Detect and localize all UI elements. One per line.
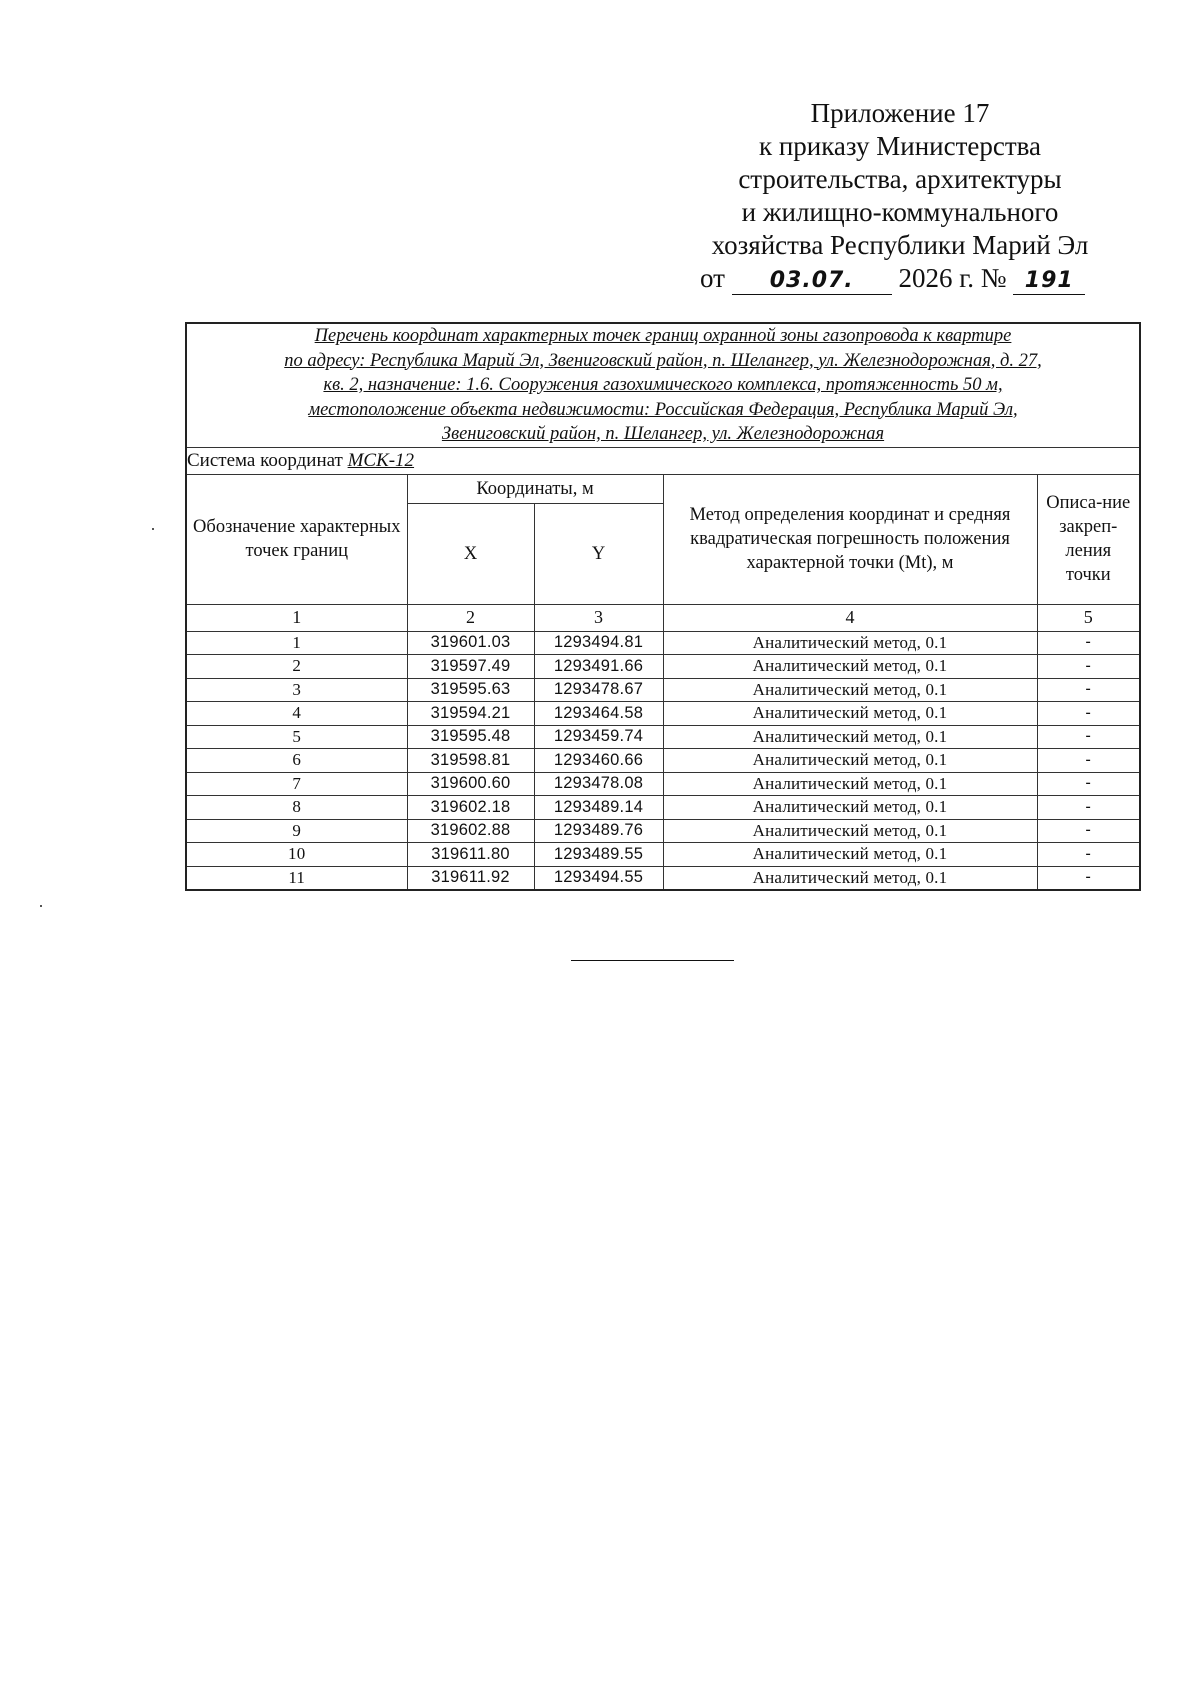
method-cell: Аналитический метод, 0.1 [663, 772, 1037, 796]
method-cell: Аналитический метод, 0.1 [663, 678, 1037, 702]
method-cell: Аналитический метод, 0.1 [663, 749, 1037, 773]
column-number: 4 [663, 604, 1037, 631]
x-cell: 319600.60 [407, 772, 534, 796]
header-line-housing: и жилищно-коммунального [741, 197, 1059, 227]
point-cell: 7 [186, 772, 407, 796]
x-cell: 319594.21 [407, 702, 534, 726]
header-y: Y [534, 503, 663, 604]
handwritten-number-field [1013, 265, 1085, 295]
x-cell: 319611.80 [407, 843, 534, 867]
point-cell: 2 [186, 655, 407, 679]
title-line-2: по адресу: Республика Марий Эл, Звениговский район, п. Шелангер, ул. Железнодорожная, д. 27, [284, 350, 1042, 371]
desc-cell: - [1037, 749, 1140, 773]
title-line-3: кв. 2, назначение: 1.6. Сооружения газохимического комплекса, протяженность 50 м, [323, 375, 1003, 395]
column-number: 3 [534, 604, 663, 631]
y-cell: 1293491.66 [534, 655, 663, 679]
coordinate-system-label: Система координат [187, 449, 343, 471]
x-cell: 319602.18 [407, 796, 534, 820]
y-cell: 1293459.74 [534, 725, 663, 749]
desc-cell: - [1037, 772, 1140, 796]
x-cell: 319598.81 [407, 749, 534, 773]
table-row [186, 631, 1140, 655]
y-cell: 1293489.14 [534, 796, 663, 820]
y-cell: 1293494.55 [534, 866, 663, 890]
handwritten-date: 03.07. [769, 268, 854, 293]
column-number: 2 [407, 604, 534, 631]
date-prefix: от [700, 263, 725, 293]
point-cell: 11 [186, 866, 407, 890]
coordinate-system [186, 447, 1140, 474]
point-cell: 4 [186, 702, 407, 726]
point-cell: 5 [186, 725, 407, 749]
title-line-5: Звениговский район, п. Шелангер, ул. Железнодорожная [441, 424, 885, 444]
year-and-number-label: 2026 г. № [898, 263, 1007, 293]
desc-cell: - [1037, 866, 1140, 890]
table-row [186, 678, 1140, 702]
appendix-header [700, 97, 1100, 295]
point-cell: 10 [186, 843, 407, 867]
x-cell: 319602.88 [407, 819, 534, 843]
scan-speck [152, 528, 154, 530]
table-row [186, 725, 1140, 749]
y-cell: 1293489.76 [534, 819, 663, 843]
table-row [186, 772, 1140, 796]
column-number-row [186, 604, 1140, 631]
method-cell: Аналитический метод, 0.1 [663, 725, 1037, 749]
title-line-4: местоположение объекта недвижимости: Российская Федерация, Республика Марий Эл, [308, 399, 1018, 420]
desc-cell: - [1037, 725, 1140, 749]
desc-cell: - [1037, 678, 1140, 702]
method-cell: Аналитический метод, 0.1 [663, 866, 1037, 890]
y-cell: 1293460.66 [534, 749, 663, 773]
point-cell: 6 [186, 749, 407, 773]
point-cell: 9 [186, 819, 407, 843]
method-cell: Аналитический метод, 0.1 [663, 702, 1037, 726]
table-row [186, 702, 1140, 726]
handwritten-date-field [732, 265, 892, 295]
desc-cell: - [1037, 655, 1140, 679]
x-cell: 319597.49 [407, 655, 534, 679]
handwritten-number: 191 [1024, 268, 1074, 293]
header-line-republic: хозяйства Республики Марий Эл [711, 230, 1089, 260]
header-line-ministry: строительства, архитектуры [738, 164, 1062, 194]
method-cell: Аналитический метод, 0.1 [663, 631, 1037, 655]
column-number: 5 [1037, 604, 1140, 631]
point-cell: 8 [186, 796, 407, 820]
desc-cell: - [1037, 843, 1140, 867]
table-row [186, 749, 1140, 773]
table-title-row [186, 323, 1140, 447]
method-cell: Аналитический метод, 0.1 [663, 819, 1037, 843]
x-cell: 319595.63 [407, 678, 534, 702]
y-cell: 1293478.08 [534, 772, 663, 796]
table-title [186, 323, 1140, 447]
header-x: X [407, 503, 534, 604]
desc-cell: - [1037, 819, 1140, 843]
header-point: Обозначение характерных точек границ [186, 474, 407, 604]
y-cell: 1293489.55 [534, 843, 663, 867]
x-cell: 319611.92 [407, 866, 534, 890]
x-cell: 319595.48 [407, 725, 534, 749]
desc-cell: - [1037, 631, 1140, 655]
header-line-appendix: Приложение 17 [810, 98, 990, 128]
scan-speck [40, 905, 42, 907]
desc-cell: - [1037, 796, 1140, 820]
x-cell: 319601.03 [407, 631, 534, 655]
column-number: 1 [186, 604, 407, 631]
table-row [186, 843, 1140, 867]
coordinates-table [185, 322, 1141, 891]
coordinate-system-row [186, 447, 1140, 474]
header-line-order: к приказу Министерства [758, 131, 1042, 161]
table-row [186, 819, 1140, 843]
header-description: Описа-ние закреп-ления точки [1037, 474, 1140, 604]
method-cell: Аналитический метод, 0.1 [663, 843, 1037, 867]
title-line-1: Перечень координат характерных точек границ охранной зоны газопровода к квартире [314, 326, 1012, 346]
header-row-1 [186, 474, 1140, 503]
desc-cell: - [1037, 702, 1140, 726]
order-date-line [700, 262, 1100, 295]
y-cell: 1293478.67 [534, 678, 663, 702]
coordinate-system-value: МСК-12 [347, 449, 415, 471]
end-of-document-rule [571, 960, 734, 961]
table-row [186, 796, 1140, 820]
y-cell: 1293464.58 [534, 702, 663, 726]
point-cell: 1 [186, 631, 407, 655]
table-row [186, 866, 1140, 890]
table-row [186, 655, 1140, 679]
header-method: Метод определения координат и средняя квадратическая погрешность положения характерной точки (Mt), м [663, 474, 1037, 604]
y-cell: 1293494.81 [534, 631, 663, 655]
method-cell: Аналитический метод, 0.1 [663, 796, 1037, 820]
method-cell: Аналитический метод, 0.1 [663, 655, 1037, 679]
header-coords: Координаты, м [407, 474, 663, 503]
point-cell: 3 [186, 678, 407, 702]
